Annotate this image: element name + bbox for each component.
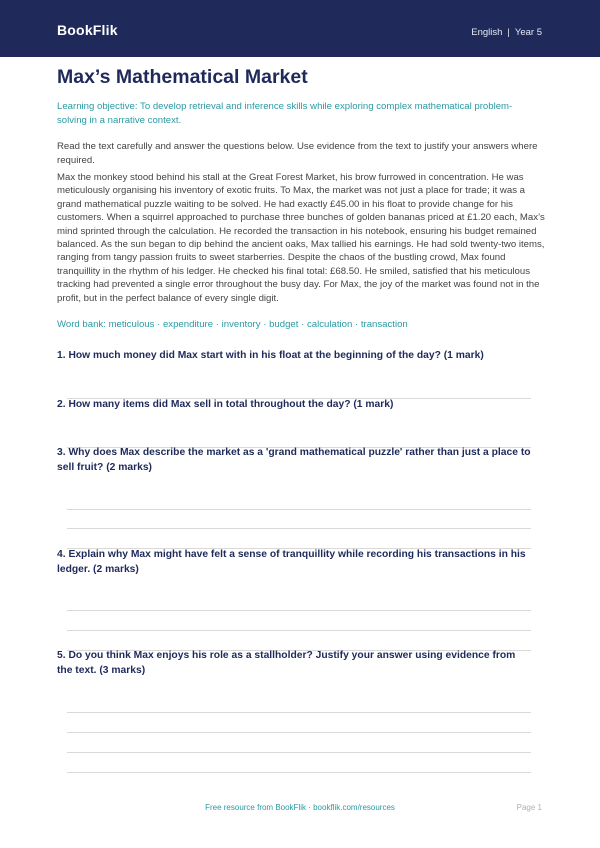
- word-bank-word: meticulous: [108, 319, 155, 330]
- word-bank-word: transaction: [360, 319, 408, 330]
- word-bank-word: calculation: [306, 319, 353, 330]
- footer-credit[interactable]: Free resource from BookFlik · bookflik.com/resources: [205, 803, 395, 812]
- meta-separator: |: [507, 27, 510, 38]
- question-4: 4. Explain why Max might have felt a sense of tranquillity while recording his transactions in his ledger. (2 marks): [57, 549, 526, 575]
- answer-line[interactable]: [67, 752, 531, 753]
- reading-passage: Max the monkey stood behind his stall at the Great Forest Market, his brow furrowed in concentration. He was meticulously organising his inventory of exotic fruits. To Max, the market was not just a place for trade; it was a grand mathematical puzzle waiting to be solved. He had exactly £45.00 in his float to provide change for his customers. When a squirrel approached to purchase three bunches of golden bananas priced at £1.20 each, Max’s mind sprinted through the calculation. He recorded the transaction in his notebook, ensuring his budget remained balanced. As the sun began to dip behind the ancient oaks, Max tallied his earnings. He had sold twenty-two items, ranging from tangy passion fruits to sweet starberries. Despite the chaos of the bustling crowd, Max found tranquillity in the rhythm of his ledger. He checked his final total: £68.50. He smiled, satisfied that his meticulous tracking had prevented a single error throughout the busy day. For Max, the joy of the market was found not in the profit, but in the perfect balance of every single digit.: [57, 172, 545, 304]
- year-label: Year 5: [514, 27, 542, 38]
- header-bar: [0, 0, 600, 57]
- instructions: Read the text carefully and answer the questions below. Use evidence from the text to justify your answers where required.: [57, 141, 538, 166]
- question-5: 5. Do you think Max enjoys his role as a stallholder? Justify your answer using evidence from the text. (3 marks): [57, 650, 516, 676]
- word-bank-label: Word bank:: [57, 319, 109, 330]
- answer-line[interactable]: [67, 509, 531, 510]
- learning-objective: Learning objective: To develop retrieval and inference skills while exploring complex mathematical problem-solving in a narrative context.: [57, 101, 513, 126]
- page-title: Max’s Mathematical Market: [57, 66, 308, 88]
- question-2: 2. How many items did Max sell in total throughout the day? (1 mark): [57, 399, 394, 410]
- page-number: Page 1: [516, 803, 542, 812]
- answer-line[interactable]: [67, 610, 531, 611]
- answer-line[interactable]: [67, 772, 531, 773]
- word-separator: ·: [213, 319, 222, 330]
- word-bank-word: expenditure: [162, 319, 214, 330]
- brand-logo[interactable]: BookFlik: [57, 22, 118, 38]
- question-1: 1. How much money did Max start with in his float at the beginning of the day? (1 mark): [57, 350, 484, 361]
- word-separator: ·: [260, 319, 270, 330]
- word-separator: ·: [154, 319, 163, 330]
- answer-line[interactable]: [67, 732, 531, 733]
- subject-label: English: [471, 27, 503, 38]
- answer-line[interactable]: [67, 630, 531, 631]
- word-bank-word: inventory: [221, 319, 261, 330]
- word-separator: ·: [298, 319, 307, 330]
- word-separator: ·: [352, 319, 361, 330]
- question-3: 3. Why does Max describe the market as a 'grand mathematical puzzle' rather than just a place to sell fruit? (2 marks): [57, 447, 531, 473]
- answer-line[interactable]: [67, 712, 531, 713]
- subject-year: [471, 27, 542, 38]
- word-bank-word: budget: [269, 319, 299, 330]
- answer-line[interactable]: [67, 528, 531, 529]
- word-bank: [57, 319, 408, 330]
